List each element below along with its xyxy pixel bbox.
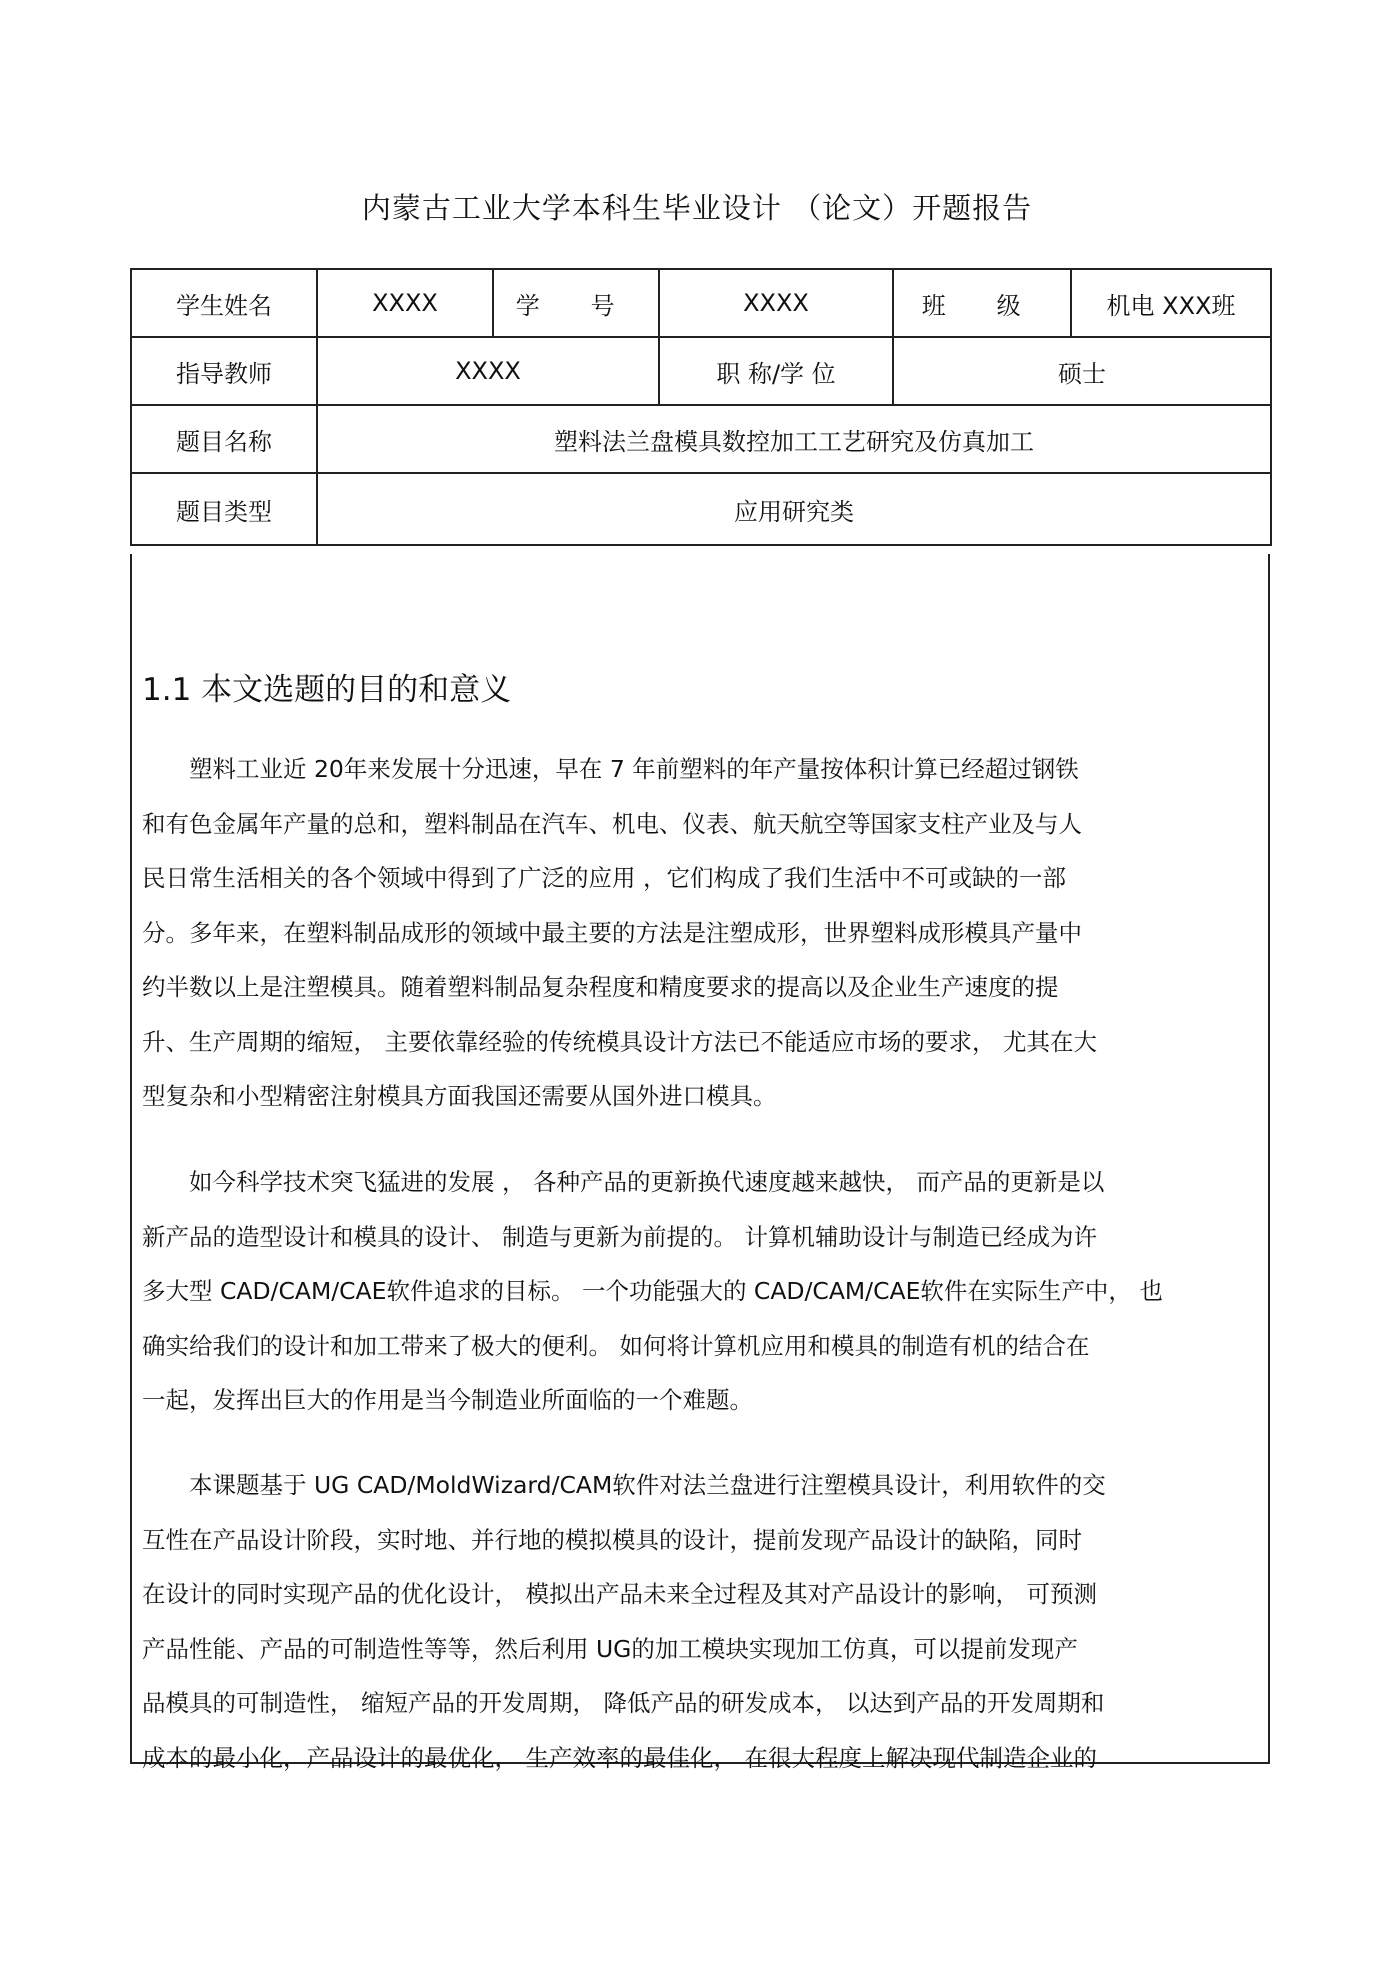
student-id-value: XXXX (659, 269, 893, 337)
paragraph-1 (142, 742, 1262, 1124)
section-heading: 1.1 本文选题的目的和意义 (142, 672, 512, 708)
text-line: 升、生产周期的缩短， 主要依靠经验的传统模具设计方法已不能适应市场的要求， 尤其在大 (142, 1027, 1097, 1056)
report-body-box (130, 554, 1270, 1772)
student-id-label: 学 号 (493, 269, 659, 337)
table-row (131, 405, 1271, 473)
title-degree-value: 硕士 (893, 337, 1271, 405)
text-line: 多大型 CAD/CAM/CAE软件追求的目标。 一个功能强大的 CAD/CAM/CAE软件在实际生产中， 也 (142, 1277, 1163, 1305)
paragraph-2 (142, 1155, 1262, 1428)
text-line: 成本的最小化，产品设计的最优化， 生产效率的最佳化， 在很大程度上解决现代制造企业的 (142, 1743, 1097, 1772)
page-title: 内蒙古工业大学本科生毕业设计 （论文）开题报告 (361, 191, 1033, 225)
text-line: 和有色金属年产量的总和，塑料制品在汽车、机电、仪表、航天航空等国家支柱产业及与人 (142, 809, 1082, 838)
text-line: 如今科学技术突飞猛进的发展 ， 各种产品的更新换代速度越来越快， 而产品的更新是以 (142, 1168, 1105, 1196)
table-row (131, 473, 1271, 545)
text-line: 分。多年来，在塑料制品成形的领域中最主要的方法是注塑成形，世界塑料成形模具产量中 (142, 918, 1082, 947)
student-name-value: XXXX (317, 269, 493, 337)
class-value: 机电 XXX班 (1071, 269, 1271, 337)
topic-type-value: 应用研究类 (317, 473, 1271, 545)
text-line: 产品性能、产品的可制造性等等，然后利用 UG的加工模块实现加工仿真，可以提前发现产 (142, 1634, 1078, 1663)
class-label: 班 级 (893, 269, 1071, 337)
text-line: 互性在产品设计阶段，实时地、并行地的模拟模具的设计，提前发现产品设计的缺陷，同时 (142, 1525, 1082, 1554)
advisor-label: 指导教师 (131, 337, 317, 405)
text-line: 在设计的同时实现产品的优化设计， 模拟出产品未来全过程及其对产品设计的影响， 可预测 (142, 1580, 1097, 1608)
text-line: 约半数以上是注塑模具。随着塑料制品复杂程度和精度要求的提高以及企业生产速度的提 (142, 973, 1059, 1001)
text-line: 民日常生活相关的各个领域中得到了广泛的应用 ，它们构成了我们生活中不可或缺的一部 (142, 864, 1066, 892)
text-line: 新产品的造型设计和模具的设计、 制造与更新为前提的。 计算机辅助设计与制造已经成为许 (142, 1222, 1097, 1251)
table-row (131, 337, 1271, 405)
table-row (131, 269, 1271, 337)
topic-type-label: 题目类型 (131, 473, 317, 545)
info-table (130, 268, 1272, 546)
text-line: 一起，发挥出巨大的作用是当今制造业所面临的一个难题。 (142, 1386, 753, 1414)
student-name-label: 学生姓名 (131, 269, 317, 337)
topic-name-label: 题目名称 (131, 405, 317, 473)
text-line: 型复杂和小型精密注射模具方面我国还需要从国外进口模具。 (142, 1082, 777, 1110)
text-line: 塑料工业近 20年来发展十分迅速，早在 7 年前塑料的年产量按体积计算已经超过钢铁 (142, 755, 1079, 783)
title-degree-label: 职 称/学 位 (659, 337, 893, 405)
text-line: 本课题基于 UG CAD/MoldWizard/CAM软件对法兰盘进行注塑模具设计，利用软件的交 (142, 1471, 1106, 1499)
text-line: 确实给我们的设计和加工带来了极大的便利。 如何将计算机应用和模具的制造有机的结合在 (142, 1331, 1090, 1360)
text-line: 品模具的可制造性， 缩短产品的开发周期， 降低产品的研发成本， 以达到产品的开发周期和 (142, 1689, 1105, 1717)
advisor-value: XXXX (317, 337, 659, 405)
topic-name-value: 塑料法兰盘模具数控加工工艺研究及仿真加工 (317, 405, 1271, 473)
paragraph-3 (142, 1458, 1262, 1785)
